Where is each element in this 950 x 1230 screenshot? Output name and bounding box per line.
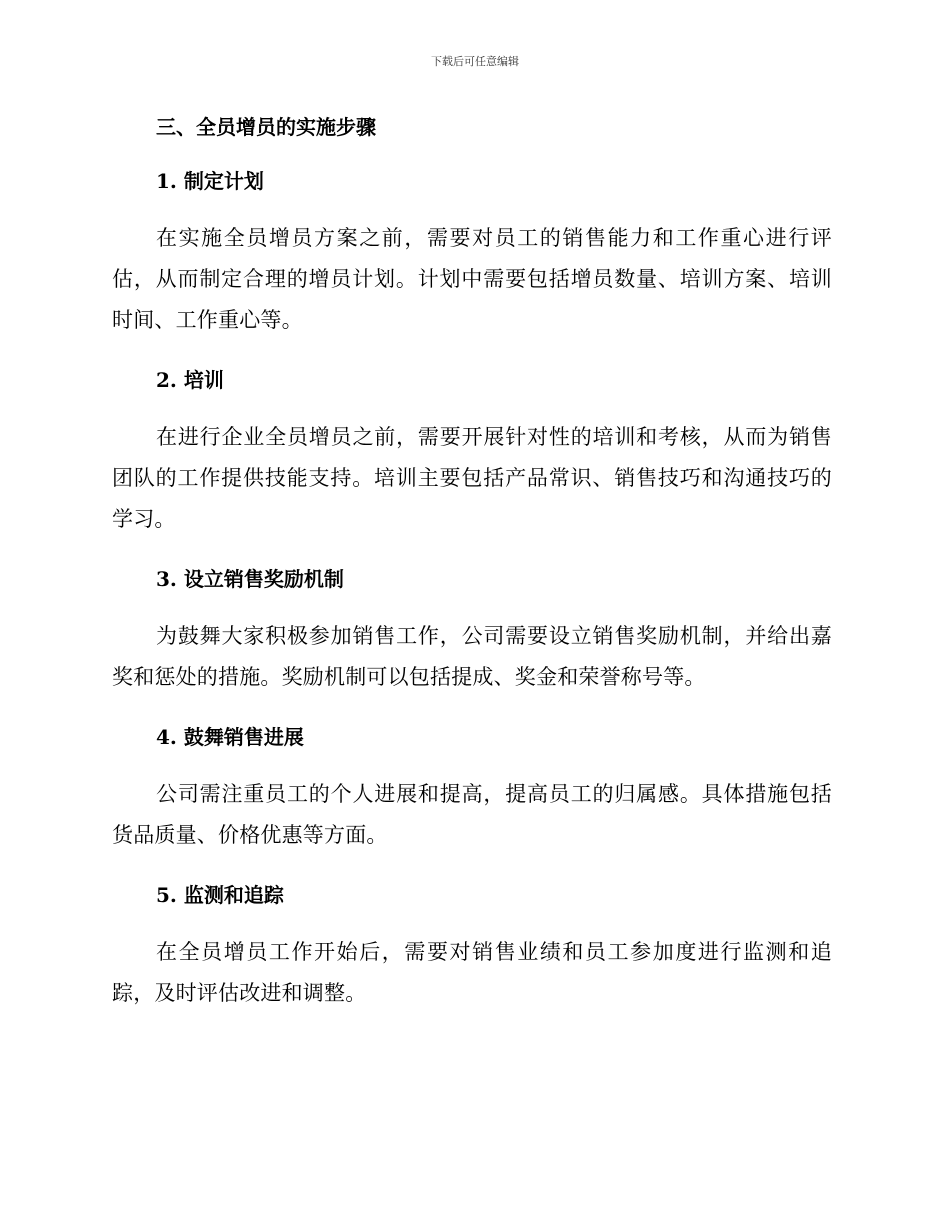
step-2-paragraph: 在进行企业全员增员之前，需要开展针对性的培训和考核，从而为销售团队的工作提供技能支持。培训主要包括产品常识、销售技巧和沟通技巧的学习。	[112, 425, 832, 531]
step-4-paragraph: 公司需注重员工的个人进展和提高，提高员工的归属感。具体措施包括货品质量、价格优惠等方面。	[112, 782, 832, 847]
step-3-paragraph: 为鼓舞大家积极参加销售工作，公司需要设立销售奖励机制，并给出嘉奖和惩处的措施。奖励机制可以包括提成、奖金和荣誉称号等。	[112, 624, 832, 689]
section-title: 三、全员增员的实施步骤	[156, 115, 376, 139]
step-4-title: 4. 鼓舞销售进展	[156, 725, 304, 749]
spacer	[112, 397, 832, 417]
spacer	[112, 198, 832, 218]
step-1-title: 1. 制定计划	[156, 169, 264, 193]
spacer	[112, 698, 832, 720]
spacer	[112, 596, 832, 616]
spacer	[112, 912, 832, 932]
spacer	[112, 341, 832, 363]
spacer	[112, 144, 832, 164]
step-5-paragraph: 在全员增员工作开始后，需要对销售业绩和员工参加度进行监测和追踪，及时评估改进和调整。	[112, 940, 832, 1005]
document-body	[112, 110, 832, 1014]
step-5-title: 5. 监测和追踪	[156, 883, 284, 907]
spacer	[112, 540, 832, 562]
step-1-paragraph: 在实施全员增员方案之前，需要对员工的销售能力和工作重心进行评估，从而制定合理的增员计划。计划中需要包括增员数量、培训方案、培训时间、工作重心等。	[112, 226, 832, 332]
step-2-title: 2. 培训	[156, 368, 224, 392]
spacer	[112, 754, 832, 774]
step-3-title: 3. 设立销售奖励机制	[156, 567, 344, 591]
spacer	[112, 856, 832, 878]
header-note: 下载后可任意编辑	[431, 55, 519, 68]
